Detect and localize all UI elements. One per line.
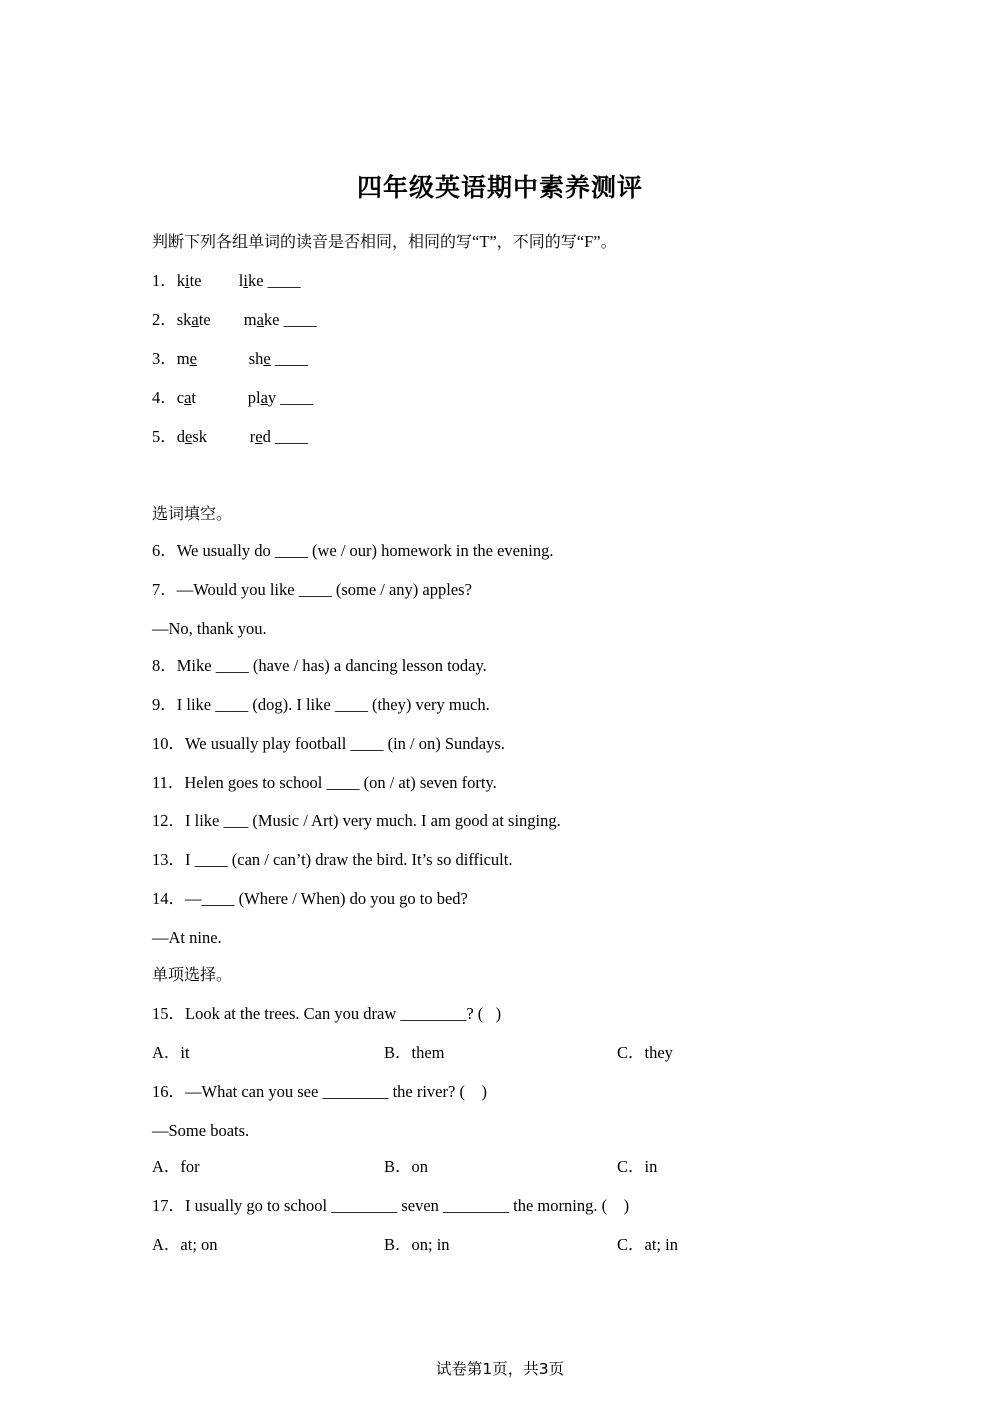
instruction-end: 。: [600, 232, 617, 251]
question-text: We usually play football ____ (in / on) Sundays.: [185, 734, 505, 753]
answer-blank[interactable]: ____: [263, 271, 301, 290]
word-2: red: [249, 427, 271, 446]
question-12: [152, 811, 561, 831]
question-13: [152, 850, 512, 870]
word-1: me: [176, 349, 197, 368]
word-1: skate: [176, 310, 211, 329]
instruction-prefix: 判断下列各组单词的读音是否相同，相同的写: [152, 232, 473, 251]
question-number: 16．: [152, 1082, 185, 1101]
question-14: [152, 889, 468, 909]
option-b[interactable]: B．them: [384, 1043, 445, 1062]
option-a[interactable]: A．it: [152, 1043, 190, 1062]
question-7: [152, 580, 472, 600]
question-number: 15．: [152, 1004, 185, 1023]
question-text: I usually go to school ________ seven ________ the morning. ( ): [185, 1196, 630, 1215]
word-2: play: [247, 388, 277, 407]
question-9: [152, 695, 490, 715]
question-15: [152, 1004, 501, 1024]
item-number: 4．: [152, 388, 177, 407]
question-8: [152, 656, 487, 676]
word-2: make: [243, 310, 280, 329]
question-6: [152, 541, 553, 561]
page-footer: 试卷第1页，共3页: [435, 1360, 565, 1378]
answer-blank[interactable]: ____: [270, 349, 308, 368]
option-c[interactable]: C．at; in: [617, 1235, 678, 1254]
item-number: 1．: [152, 271, 177, 290]
reply-text: —At nine.: [152, 928, 222, 947]
question-text: —What can you see ________ the river? ( ): [185, 1082, 487, 1101]
question-text: —____ (Where / When) do you go to bed?: [185, 889, 468, 908]
question-number: 12．: [152, 811, 185, 830]
question-7-reply: [152, 619, 267, 639]
reply-text: —Some boats.: [152, 1121, 250, 1140]
word-2: she: [248, 349, 271, 368]
page-title: 四年级英语期中素养测评: [356, 173, 643, 202]
instruction-t: “T”: [472, 232, 497, 251]
question-number: 7．: [152, 580, 177, 599]
word-1: cat: [176, 388, 196, 407]
question-text: Helen goes to school ____ (on / at) seven forty.: [184, 773, 497, 792]
pronunciation-item-3: [152, 349, 308, 369]
question-number: 10．: [152, 734, 185, 753]
question-17: [152, 1196, 629, 1216]
question-11: [152, 773, 497, 793]
question-number: 11．: [152, 773, 185, 792]
option-a[interactable]: A．for: [152, 1157, 200, 1176]
reply-text: —No, thank you.: [152, 619, 267, 638]
question-text: Look at the trees. Can you draw ________? ( ): [185, 1004, 502, 1023]
question-number: 14．: [152, 889, 185, 908]
question-text: I ____ (can / can’t) draw the bird. It’s so difficult.: [185, 850, 513, 869]
word-2: like: [238, 271, 264, 290]
item-number: 2．: [152, 310, 177, 329]
answer-blank[interactable]: ____: [276, 388, 314, 407]
question-text: I like ___ (Music / Art) very much. I am good at singing.: [185, 811, 561, 830]
question-16: [152, 1082, 487, 1102]
question-14-reply: [152, 928, 222, 948]
option-c[interactable]: C．in: [617, 1157, 658, 1176]
section2-heading: 选词填空。: [152, 504, 233, 523]
option-b[interactable]: B．on; in: [384, 1235, 450, 1254]
item-number: 3．: [152, 349, 177, 368]
question-text: Mike ____ (have / has) a dancing lesson today.: [176, 656, 487, 675]
word-1: kite: [176, 271, 202, 290]
question-number: 8．: [152, 656, 177, 675]
section1-instruction: [152, 232, 617, 252]
option-c[interactable]: C．they: [617, 1043, 673, 1062]
answer-blank[interactable]: ____: [270, 427, 308, 446]
pronunciation-item-1: [152, 271, 301, 291]
option-a[interactable]: A．at; on: [152, 1235, 218, 1254]
word-1: desk: [176, 427, 207, 446]
question-number: 17．: [152, 1196, 185, 1215]
answer-blank[interactable]: ____: [279, 310, 317, 329]
pronunciation-item-5: [152, 427, 308, 447]
question-number: 9．: [152, 695, 177, 714]
question-number: 6．: [152, 541, 177, 560]
question-10: [152, 734, 505, 754]
section3-heading: 单项选择。: [152, 965, 233, 984]
pronunciation-item-4: [152, 388, 313, 408]
pronunciation-item-2: [152, 310, 317, 330]
question-16-reply: [152, 1121, 249, 1141]
option-b[interactable]: B．on: [384, 1157, 429, 1176]
question-number: 13．: [152, 850, 185, 869]
instruction-mid: ，不同的写: [496, 232, 577, 251]
question-text: —Would you like ____ (some / any) apples?: [176, 580, 472, 599]
instruction-f: “F”: [576, 232, 601, 251]
item-number: 5．: [152, 427, 177, 446]
question-text: I like ____ (dog). I like ____ (they) very much.: [176, 695, 490, 714]
question-text: We usually do ____ (we / our) homework in the evening.: [176, 541, 554, 560]
